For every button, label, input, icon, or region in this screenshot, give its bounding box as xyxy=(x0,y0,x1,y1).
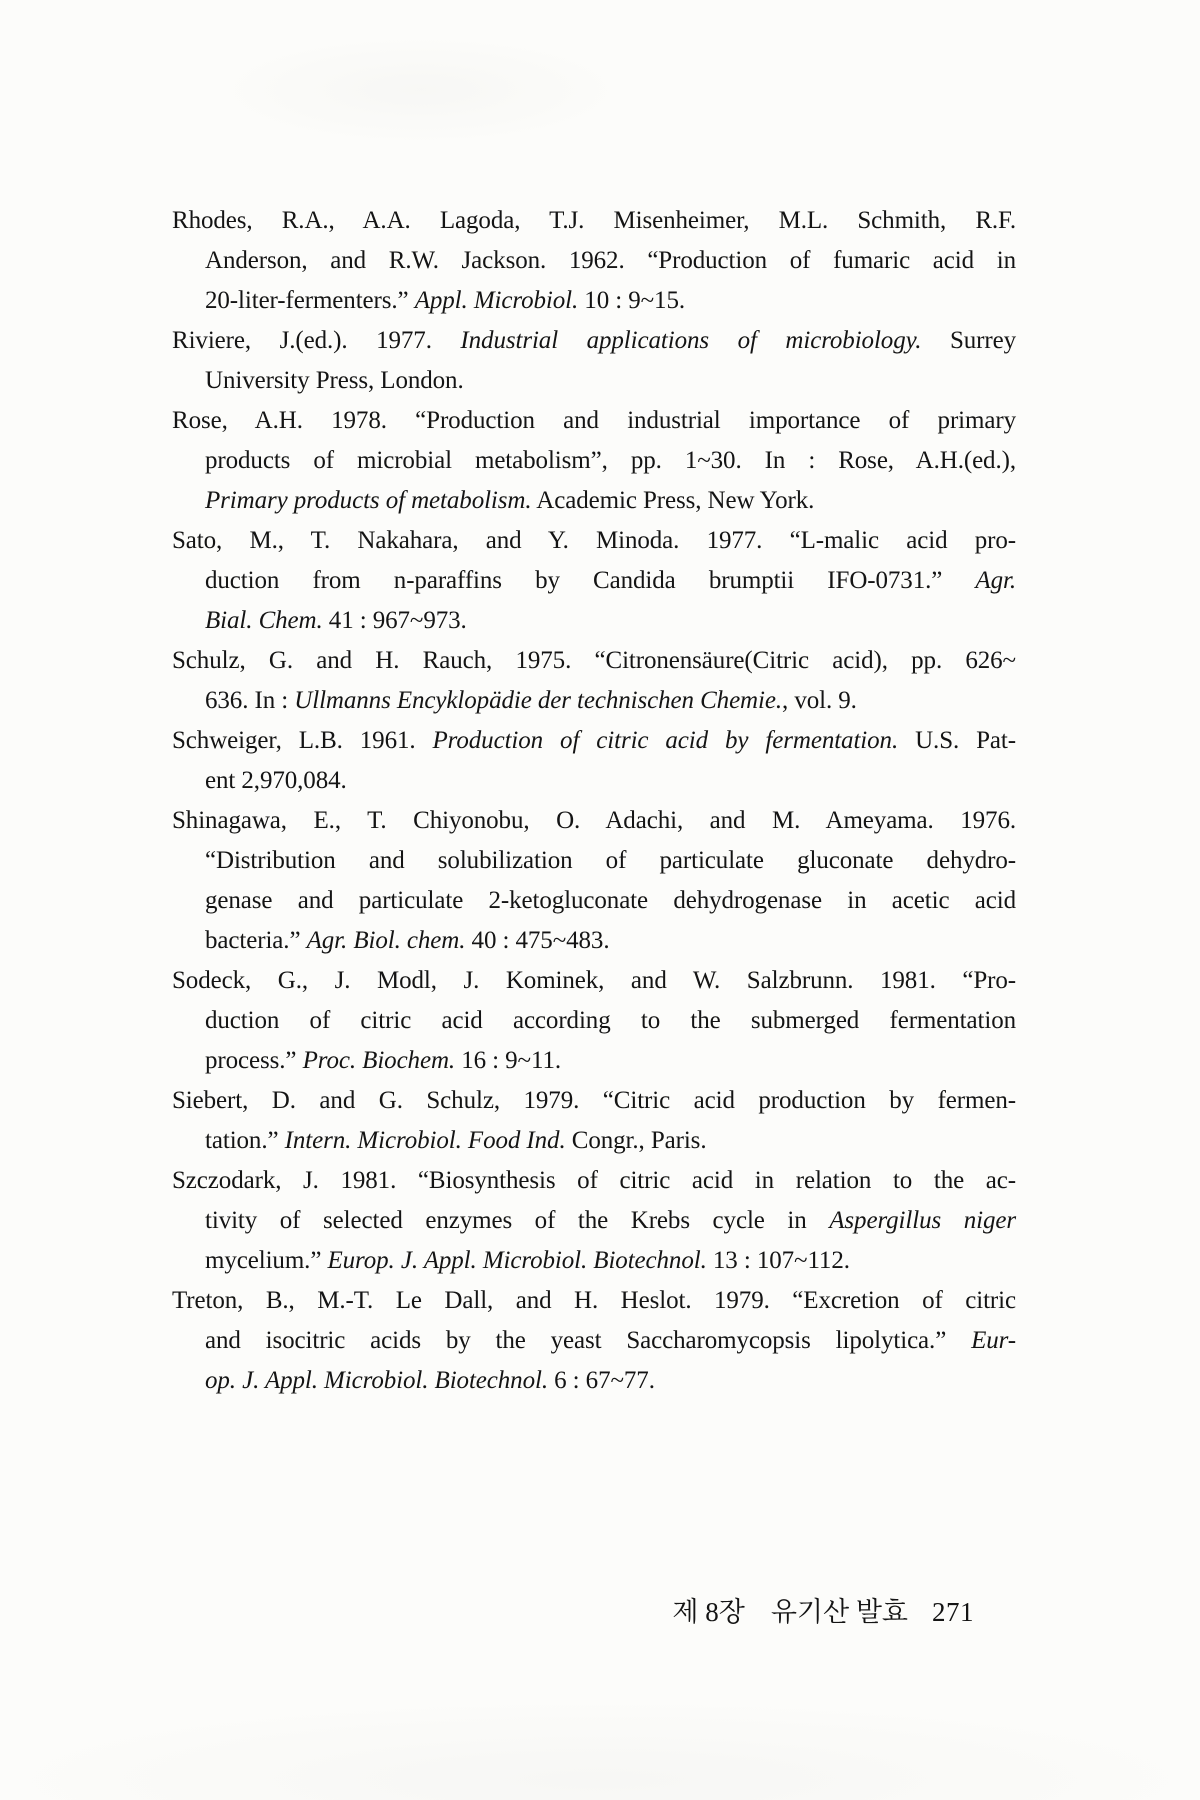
reference-italic-title: Ullmanns Encyklopädie der technischen Chemie. xyxy=(294,687,783,714)
reference-text: Academic Press, New York. xyxy=(531,487,815,514)
reference-italic-title: Intern. Microbiol. Food Ind. xyxy=(284,1127,566,1154)
reference-text: genase and particulate 2-ketogluconate dehydrogenase in acetic acid xyxy=(205,887,1016,914)
reference-italic-title: Production of citric acid by fermentation. xyxy=(432,727,899,754)
reference-text: Anderson, and R.W. Jackson. 1962. “Production of fumaric acid in xyxy=(205,247,1016,274)
section-title: 유기산 발효 xyxy=(770,1597,908,1627)
reference-line xyxy=(172,321,1016,361)
reference-italic-title: Europ. J. Appl. Microbiol. Biotechnol. xyxy=(327,1247,707,1274)
reference-line xyxy=(172,601,1016,641)
reference-entry xyxy=(172,1161,1016,1281)
reference-italic-title: Primary products of metabolism. xyxy=(205,487,532,514)
reference-text: Szczodark, J. 1981. “Biosynthesis of citric acid in relation to the ac- xyxy=(172,1167,1016,1194)
reference-text: 41 : 967~973. xyxy=(322,607,467,634)
reference-text: duction from n-paraffins by Candida brumptii IFO-0731.” xyxy=(205,567,976,594)
reference-text: 16 : 9~11. xyxy=(455,1047,562,1074)
page-number: 271 xyxy=(932,1597,974,1627)
reference-line xyxy=(172,401,1016,441)
reference-entry xyxy=(172,401,1016,521)
reference-italic-title: op. J. Appl. Microbiol. Biotechnol. xyxy=(205,1367,548,1394)
reference-line xyxy=(172,881,1016,921)
reference-text: “Distribution and solubilization of particulate gluconate dehydro- xyxy=(205,847,1016,874)
reference-text: 40 : 475~483. xyxy=(465,927,610,954)
reference-line xyxy=(172,1361,1016,1401)
reference-entry xyxy=(172,961,1016,1081)
reference-text: mycelium.” xyxy=(205,1247,328,1274)
reference-italic-title: Appl. Microbiol. xyxy=(414,287,579,314)
reference-line xyxy=(172,1081,1016,1121)
reference-text: duction of citric acid according to the submerged fermentation xyxy=(205,1007,1016,1034)
reference-text: U.S. Pat- xyxy=(898,727,1016,754)
reference-line xyxy=(172,721,1016,761)
reference-line xyxy=(172,641,1016,681)
reference-italic-title: Proc. Biochem. xyxy=(302,1047,456,1074)
reference-text: Congr., Paris. xyxy=(565,1127,707,1154)
reference-text: Schulz, G. and H. Rauch, 1975. “Citronensäure(Citric acid), pp. 626~ xyxy=(172,647,1016,674)
reference-entry xyxy=(172,641,1016,721)
reference-text: University Press, London. xyxy=(205,367,464,394)
reference-line xyxy=(172,801,1016,841)
reference-line xyxy=(172,241,1016,281)
reference-text: 636. In : xyxy=(205,687,295,714)
reference-entry xyxy=(172,321,1016,401)
reference-line xyxy=(172,1241,1016,1281)
reference-text: ent 2,970,084. xyxy=(205,767,347,794)
reference-text: 6 : 67~77. xyxy=(547,1367,655,1394)
reference-list xyxy=(172,201,1016,1401)
reference-text: tation.” xyxy=(205,1127,285,1154)
reference-line xyxy=(172,1281,1016,1321)
reference-line xyxy=(172,561,1016,601)
page-footer xyxy=(672,1596,974,1628)
reference-entry xyxy=(172,721,1016,801)
reference-line xyxy=(172,281,1016,321)
reference-entry xyxy=(172,1281,1016,1401)
reference-line xyxy=(172,761,1016,801)
reference-line xyxy=(172,921,1016,961)
reference-text: Rose, A.H. 1978. “Production and industrial importance of primary xyxy=(172,407,1016,434)
reference-line xyxy=(172,521,1016,561)
reference-line xyxy=(172,841,1016,881)
reference-text: Schweiger, L.B. 1961. xyxy=(172,727,433,754)
reference-text: Sodeck, G., J. Modl, J. Kominek, and W. Salzbrunn. 1981. “Pro- xyxy=(172,967,1016,994)
reference-text: Sato, M., T. Nakahara, and Y. Minoda. 1977. “L-malic acid pro- xyxy=(172,527,1016,554)
reference-italic-title: Agr. xyxy=(975,567,1016,594)
reference-text: 10 : 9~15. xyxy=(578,287,686,314)
reference-line xyxy=(172,961,1016,1001)
reference-line xyxy=(172,481,1016,521)
reference-line xyxy=(172,1161,1016,1201)
reference-entry xyxy=(172,201,1016,321)
reference-text: bacteria.” xyxy=(205,927,307,954)
reference-text: 13 : 107~112. xyxy=(706,1247,850,1274)
reference-line xyxy=(172,201,1016,241)
reference-text: Rhodes, R.A., A.A. Lagoda, T.J. Misenheimer, M.L. Schmith, R.F. xyxy=(172,207,1016,234)
reference-italic-title: Industrial applications of microbiology. xyxy=(460,327,922,354)
reference-italic-title: Aspergillus niger xyxy=(829,1207,1016,1234)
reference-entry xyxy=(172,1081,1016,1161)
reference-text: Surrey xyxy=(921,327,1016,354)
reference-text: and isocitric acids by the yeast Saccharomycopsis lipolytica.” xyxy=(205,1327,972,1354)
reference-italic-title: Bial. Chem. xyxy=(205,607,323,634)
reference-italic-title: Eur- xyxy=(971,1327,1016,1354)
reference-line xyxy=(172,1201,1016,1241)
reference-text: Riviere, J.(ed.). 1977. xyxy=(172,327,461,354)
reference-line xyxy=(172,1321,1016,1361)
reference-text: process.” xyxy=(205,1047,303,1074)
reference-entry xyxy=(172,801,1016,961)
reference-line xyxy=(172,1041,1016,1081)
chapter-label: 제 8장 xyxy=(672,1597,745,1627)
reference-line xyxy=(172,1001,1016,1041)
reference-text: Treton, B., M.-T. Le Dall, and H. Heslot. 1979. “Excretion of citric xyxy=(172,1287,1016,1314)
reference-line xyxy=(172,1121,1016,1161)
reference-line xyxy=(172,681,1016,721)
reference-line xyxy=(172,441,1016,481)
reference-text: products of microbial metabolism”, pp. 1~30. In : Rose, A.H.(ed.), xyxy=(205,447,1016,474)
reference-text: tivity of selected enzymes of the Krebs cycle in xyxy=(205,1207,830,1234)
reference-entry xyxy=(172,521,1016,641)
reference-text: 20-liter-fermenters.” xyxy=(205,287,415,314)
reference-text: , vol. 9. xyxy=(782,687,857,714)
reference-line xyxy=(172,361,1016,401)
reference-text: Shinagawa, E., T. Chiyonobu, O. Adachi, and M. Ameyama. 1976. xyxy=(172,807,1016,834)
reference-italic-title: Agr. Biol. chem. xyxy=(306,927,466,954)
reference-text: Siebert, D. and G. Schulz, 1979. “Citric acid production by fermen- xyxy=(172,1087,1016,1114)
